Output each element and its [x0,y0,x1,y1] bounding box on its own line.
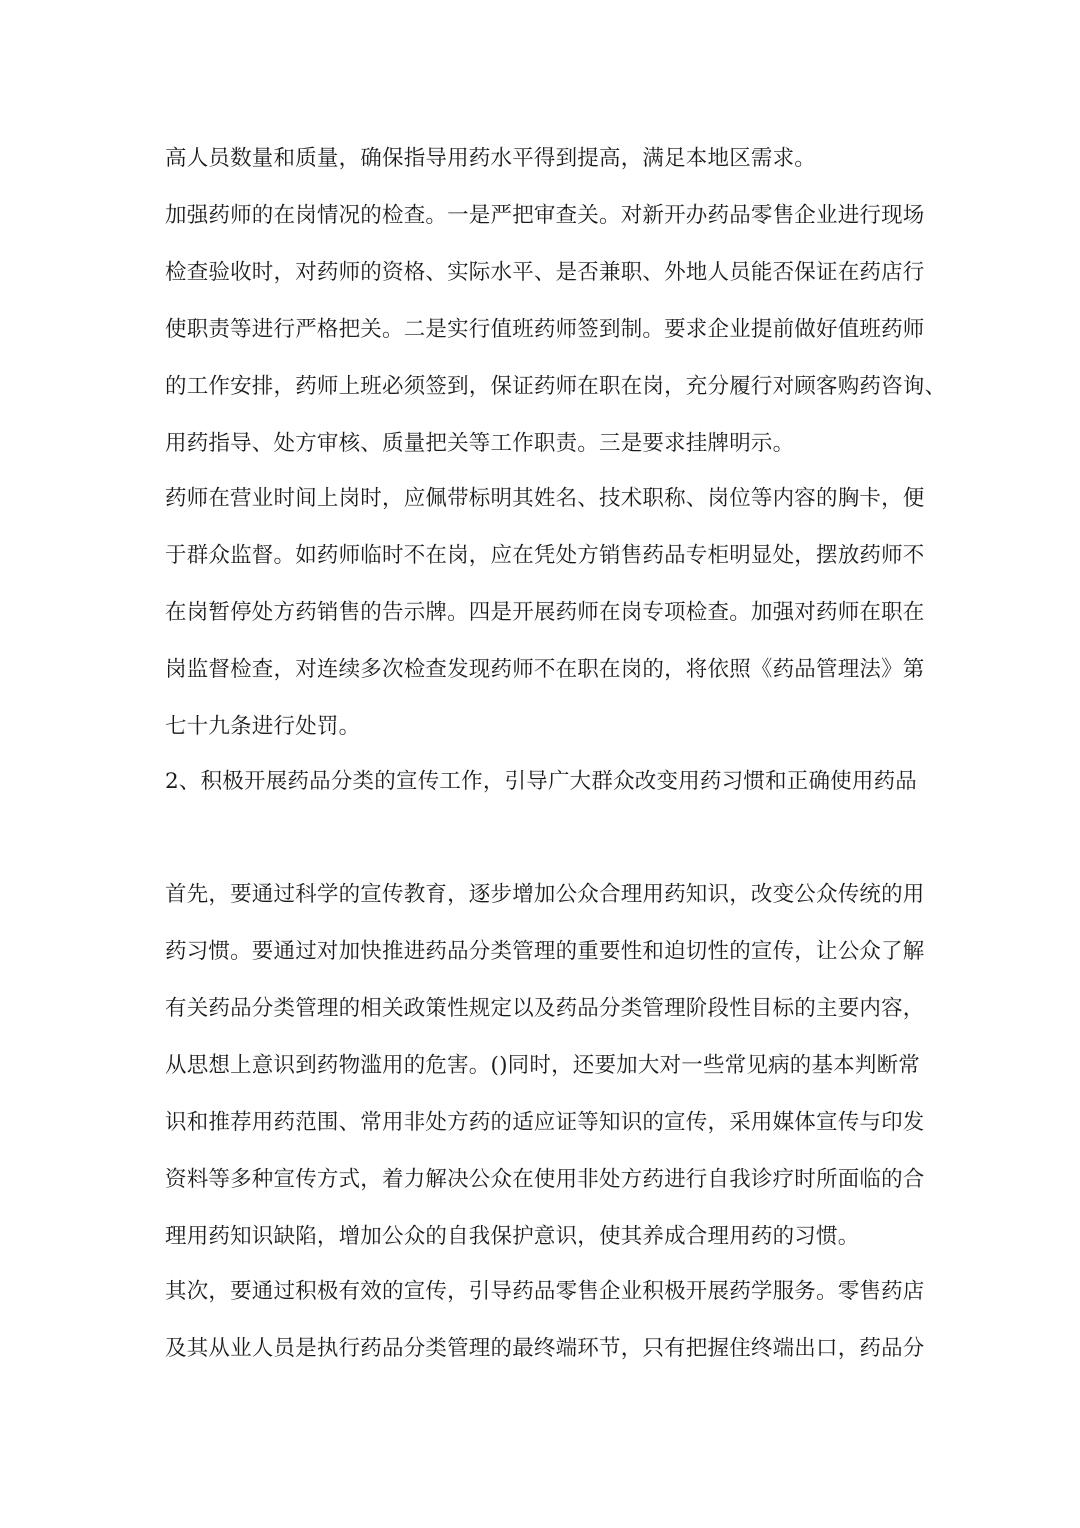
text-line: 首先，要通过科学的宣传教育，逐步增加公众合理用药知识，改变公众传统的用 [165,882,925,907]
text-line: 检查验收时，对药师的资格、实际水平、是否兼职、外地人员能否保证在药店行 [165,260,925,285]
text-line: 其次，要通过积极有效的宣传，引导药品零售企业积极开展药学服务。零售药店 [165,1279,925,1304]
text-line: 用药指导、处方审核、质量把关等工作职责。三是要求挂牌明示。 [165,431,795,456]
text-line: 岗监督检查，对连续多次检查发现药师不在职在岗的，将依照《药品管理法》第 [165,657,925,682]
text-line: 七十九条进行处罚。 [165,714,361,739]
text-line: 高人员数量和质量，确保指导用药水平得到提高，满足本地区需求。 [165,146,817,171]
text-line: 有关药品分类管理的相关政策性规定以及药品分类管理阶段性目标的主要内容， [165,996,925,1021]
text-line: 药习惯。要通过对加快推进药品分类管理的重要性和迫切性的宣传，让公众了解 [165,939,925,964]
text-line: 资料等多种宣传方式，着力解决公众在使用非处方药进行自我诊疗时所面临的合 [165,1167,925,1192]
text-line: 在岗暂停处方药销售的告示牌。四是开展药师在岗专项检查。加强对药师在职在 [165,600,925,625]
text-line: 药师在营业时间上岗时，应佩带标明其姓名、技术职称、岗位等内容的胸卡，便 [165,486,925,511]
text-line: 使职责等进行严格把关。二是实行值班药师签到制。要求企业提前做好值班药师 [165,317,925,342]
text-line: 及其从业人员是执行药品分类管理的最终端环节，只有把握住终端出口，药品分 [165,1336,925,1361]
text-line: 加强药师的在岗情况的检查。一是严把审查关。对新开办药品零售企业进行现场 [165,203,925,228]
text-line: 于群众监督。如药师临时不在岗，应在凭处方销售药品专柜明显处，摆放药师不 [165,543,925,568]
text-line: 的工作安排，药师上班必须签到，保证药师在职在岗，充分履行对顾客购药咨询、 [165,374,947,399]
text-line: 识和推荐用药范围、常用非处方药的适应证等知识的宣传，采用媒体宣传与印发 [165,1110,925,1135]
section-heading: 2、积极开展药品分类的宣传工作，引导广大群众改变用药习惯和正确使用药品 [165,769,917,794]
text-line: 从思想上意识到药物滥用的危害。()同时，还要加大对一些常见病的基本判断常 [165,1053,920,1078]
text-line: 理用药知识缺陷，增加公众的自我保护意识，使其养成合理用药的习惯。 [165,1224,860,1249]
